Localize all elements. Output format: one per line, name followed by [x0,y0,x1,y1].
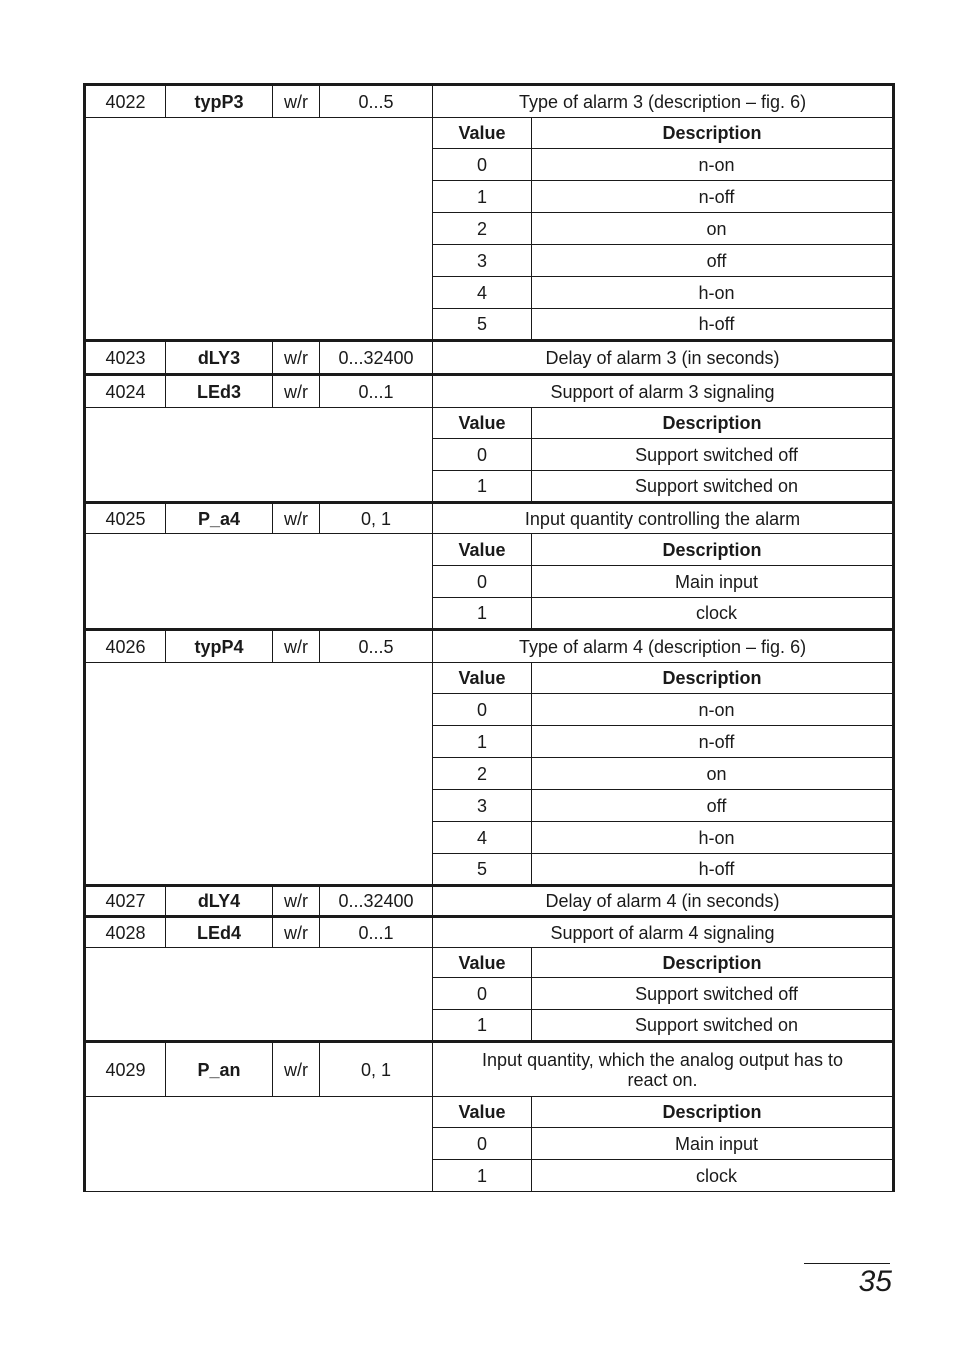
option-description [532,566,894,598]
blank-area [85,663,433,886]
register-access: w/r [273,341,320,375]
register-address: 4023 [85,341,166,375]
option-value: 2 [433,213,532,245]
option-value: 4 [433,822,532,854]
register-range: 0...1 [320,917,433,948]
option-value: 0 [433,1128,532,1160]
options-header-row [85,948,894,978]
register-access: w/r [273,375,320,408]
option-value: 5 [433,854,532,886]
option-value: 4 [433,277,532,309]
option-description [532,471,894,503]
value-column-header: Value [433,408,532,439]
option-description [532,758,894,790]
option-description [532,822,894,854]
description-column-header [532,948,894,978]
register-description: Type of alarm 4 (description – fig. 6) [433,630,894,663]
description-column-header [532,663,894,694]
value-column-header: Value [433,118,532,149]
register-access: w/r [273,630,320,663]
option-description-label: Support switched on [634,476,799,496]
register-range: 0...5 [320,630,433,663]
option-description [532,598,894,630]
register-address: 4029 [85,1042,166,1097]
register-row [85,341,894,375]
option-description [532,694,894,726]
register-row [85,375,894,408]
option-description-label: Main input [674,1133,759,1154]
option-description-label: h-off [698,859,735,879]
register-name: P_a4 [166,503,273,534]
register-description: Delay of alarm 4 (in seconds) [433,886,894,917]
blank-area [85,118,433,341]
option-description-label: Support switched off [635,983,798,1004]
option-value: 0 [433,149,532,181]
register-access: w/r [273,886,320,917]
option-description-label: clock [696,1165,738,1186]
options-header-row [85,663,894,694]
option-description [532,277,894,309]
register-row [85,917,894,948]
register-name: typP3 [166,85,273,118]
blank-area [85,408,433,503]
register-description: Support of alarm 3 signaling [433,375,894,408]
description-column-header [532,408,894,439]
value-column-header: Value [433,948,532,978]
option-value: 2 [433,758,532,790]
register-name: dLY3 [166,341,273,375]
register-range: 0...1 [320,375,433,408]
option-description [532,149,894,181]
option-description-label: on [706,763,727,784]
option-description-label: n-off [698,186,735,207]
option-description-label: on [706,218,727,239]
option-description-label: n-on [698,154,735,175]
option-value: 1 [433,1160,532,1192]
register-name: typP4 [166,630,273,663]
option-value: 5 [433,309,532,341]
register-address: 4022 [85,85,166,118]
option-description [532,726,894,758]
register-access: w/r [273,503,320,534]
option-value: 0 [433,694,532,726]
register-row [85,85,894,118]
option-value: 1 [433,598,532,630]
register-row [85,886,894,917]
description-column-header-label: Description [662,123,762,143]
register-group [85,341,894,375]
option-value: 1 [433,726,532,758]
register-access: w/r [273,85,320,118]
options-header-row [85,408,894,439]
option-value: 0 [433,978,532,1010]
option-description-label: off [706,795,727,816]
register-row [85,1042,894,1097]
register-group [85,85,894,341]
blank-area [85,948,433,1042]
options-header-row [85,534,894,566]
register-name: LEd4 [166,917,273,948]
register-group [85,886,894,917]
register-row [85,503,894,534]
description-column-header-label: Description [662,668,762,688]
register-description: Type of alarm 3 (description – fig. 6) [433,85,894,118]
page-number: 35 [858,1265,892,1298]
option-description-label: n-on [698,699,735,720]
register-group [85,917,894,1042]
option-description [532,978,894,1010]
option-description-label: clock [696,603,738,623]
value-column-header: Value [433,1097,532,1128]
register-description: Input quantity, which the analog output has to react on. [433,1042,894,1097]
option-value: 1 [433,471,532,503]
option-description-label: Support switched on [634,1015,799,1035]
option-description [532,309,894,341]
value-column-header: Value [433,663,532,694]
register-description: Delay of alarm 3 (in seconds) [433,341,894,375]
description-column-header [532,1097,894,1128]
option-description [532,854,894,886]
option-description [532,181,894,213]
register-range: 0...5 [320,85,433,118]
register-name: LEd3 [166,375,273,408]
description-column-header-label: Description [662,539,762,560]
option-description-label: off [706,250,727,271]
option-description [532,213,894,245]
option-description [532,1010,894,1042]
option-value: 0 [433,566,532,598]
option-description [532,1128,894,1160]
register-name: P_an [166,1042,273,1097]
option-description [532,790,894,822]
option-value: 1 [433,181,532,213]
value-column-header: Value [433,534,532,566]
register-group [85,503,894,630]
blank-area [85,534,433,630]
register-row [85,630,894,663]
options-header-row [85,1097,894,1128]
options-header-row [85,118,894,149]
register-address: 4024 [85,375,166,408]
option-description-label: Support switched off [635,444,798,465]
description-column-header [532,118,894,149]
option-value: 3 [433,245,532,277]
option-value: 1 [433,1010,532,1042]
description-column-header-label: Description [662,1102,762,1122]
register-address: 4026 [85,630,166,663]
option-description-label: h-off [698,314,735,334]
register-group [85,375,894,503]
register-range: 0...32400 [320,886,433,917]
option-description [532,1160,894,1192]
register-address: 4027 [85,886,166,917]
register-address: 4025 [85,503,166,534]
register-description: Support of alarm 4 signaling [433,917,894,948]
option-value: 0 [433,439,532,471]
option-value: 3 [433,790,532,822]
register-range: 0, 1 [320,1042,433,1097]
option-description-label: n-off [698,731,735,752]
register-address: 4028 [85,917,166,948]
register-access: w/r [273,917,320,948]
description-column-header-label: Description [662,952,762,973]
register-group [85,630,894,886]
register-name: dLY4 [166,886,273,917]
description-column-header [532,534,894,566]
option-description [532,439,894,471]
register-range: 0...32400 [320,341,433,375]
description-column-header-label: Description [662,413,762,433]
option-description-label: h-on [698,282,735,303]
register-description: Input quantity controlling the alarm [433,503,894,534]
register-access: w/r [273,1042,320,1097]
register-table [83,83,895,1192]
register-group [85,1042,894,1192]
blank-area [85,1097,433,1192]
register-range: 0, 1 [320,503,433,534]
option-description-label: Main input [674,571,759,592]
option-description [532,245,894,277]
option-description-label: h-on [698,827,735,848]
